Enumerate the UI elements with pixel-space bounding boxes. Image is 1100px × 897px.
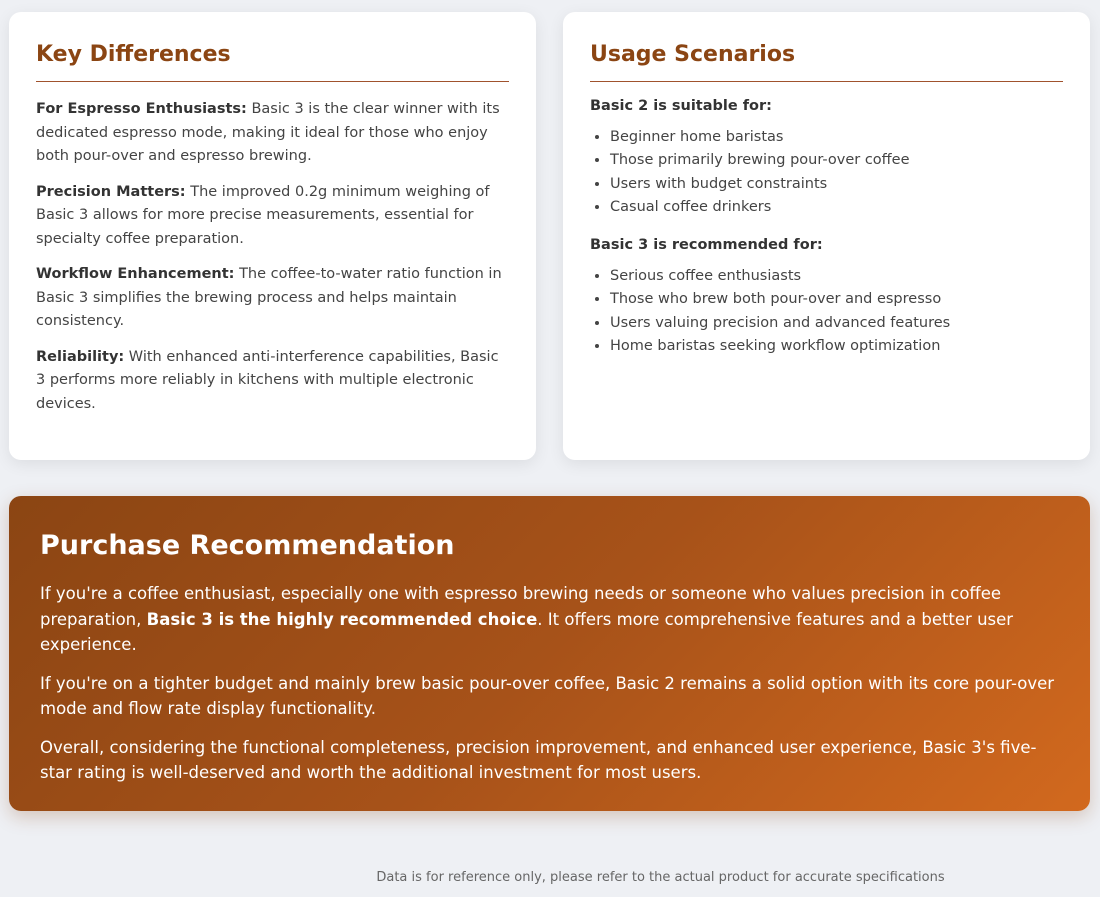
- basic3-list: [590, 265, 1063, 358]
- recommendation-text: . It offers more comprehensive features and a better user experience.: [40, 609, 1014, 654]
- key-differences-card: [9, 12, 536, 460]
- list-item: • Serious coffee enthusiasts: [610, 265, 1063, 288]
- footer-note: Data is for reference only, please refer to the actual product for accurate specifications: [376, 870, 945, 885]
- usage-scenarios-card: [563, 12, 1090, 460]
- list-item: • Beginner home baristas: [610, 126, 1063, 149]
- difference-text: With enhanced anti-interference capabilities, Basic 3 performs more reliably in kitchens with multiple electronic devices.: [36, 348, 499, 412]
- recommendation-text: If you're a coffee enthusiast, especially one with espresso brewing needs or someone who values precision in coffee preparation,: [40, 584, 1002, 629]
- purchase-recommendation-panel: [9, 496, 1090, 811]
- recommendation-highlight: Basic 3 is the highly recommended choice: [146, 609, 538, 629]
- usage-scenarios-title: Usage Scenarios: [590, 42, 1063, 82]
- recommendation-paragraph: If you're on a tighter budget and mainly brew basic pour-over coffee, Basic 2 remains a solid option with its core pour-over mode and flow rate display functionality.: [40, 673, 1055, 718]
- basic2-heading: Basic 2 is suitable for:: [590, 98, 772, 114]
- difference-text: The improved 0.2g minimum weighing of Basic 3 allows for more precise measurements, essential for specialty coffee preparation.: [36, 183, 490, 247]
- list-item: • Home baristas seeking workflow optimization: [610, 335, 1063, 358]
- difference-text: Basic 3 is the clear winner with its dedicated espresso mode, making it ideal for those who enjoy both pour-over and espresso brewing.: [36, 101, 500, 164]
- list-item: • Casual coffee drinkers: [610, 196, 1063, 219]
- basic3-heading: Basic 3 is recommended for:: [590, 237, 823, 254]
- difference-text: The coffee-to-water ratio function in Basic 3 simplifies the brewing process and helps maintain consistency.: [36, 266, 502, 329]
- difference-item: [36, 263, 509, 334]
- list-item: • Those who brew both pour-over and espresso: [610, 288, 1063, 311]
- difference-label: For Espresso Enthusiasts:: [36, 101, 247, 117]
- difference-label: Precision Matters:: [36, 183, 186, 200]
- list-item: • Users with budget constraints: [610, 173, 1063, 196]
- recommendation-paragraph: [40, 581, 1059, 658]
- basic2-list: [590, 126, 1063, 219]
- difference-label: Reliability:: [36, 348, 125, 365]
- footer: [0, 870, 1100, 885]
- recommendation-title: Purchase Recommendation: [40, 530, 455, 561]
- difference-label: Workflow Enhancement:: [36, 266, 235, 282]
- difference-item: [36, 98, 509, 169]
- difference-item: [36, 346, 509, 417]
- key-differences-title: Key Differences: [36, 42, 509, 82]
- list-item: • Those primarily brewing pour-over coffee: [610, 149, 1063, 172]
- difference-item: [36, 181, 509, 252]
- list-item: • Users valuing precision and advanced features: [610, 312, 1063, 335]
- recommendation-paragraph: Overall, considering the functional completeness, precision improvement, and enhanced user experience, Basic 3's five-star rating is well-deserved and worth the additional investment for most users.: [40, 737, 1037, 782]
